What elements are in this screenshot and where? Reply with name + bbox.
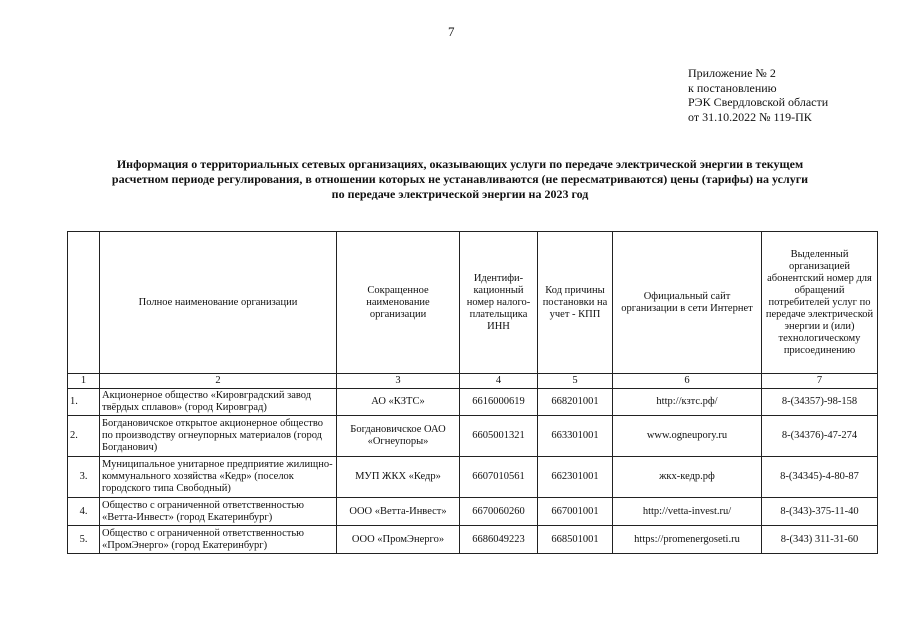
short-name-cell: МУП ЖКХ «Кедр» — [337, 457, 460, 498]
website-cell: жкх-кедр.рф — [613, 457, 762, 498]
title-line-2: расчетном периоде регулирования, в отношении которых не устанавливаются (не пересматриваются) цены (тарифы) на услуги — [111, 172, 809, 186]
short-name-cell: Богдановичское ОАО «Огнеупоры» — [337, 416, 460, 457]
title-line-3: по передаче электрической энергии на 2023 год — [331, 187, 589, 201]
row-number: 2. — [68, 416, 100, 457]
column-number: 5 — [538, 374, 613, 389]
kpp-cell: 668201001 — [538, 389, 613, 416]
full-name-cell: Муниципальное унитарное предприятие жилищно-коммунального хозяйства «Кедр» (поселок городского типа Свободный) — [100, 457, 337, 498]
inn-cell: 6670060260 — [460, 498, 538, 526]
table-row — [68, 526, 878, 554]
website-cell: http://кзтс.рф/ — [613, 389, 762, 416]
title-line-1: Информация о территориальных сетевых организациях, оказывающих услуги по передаче электрической энергии в текущем — [116, 157, 804, 171]
full-name-cell: Акционерное общество «Кировградский завод твёрдых сплавов» (город Кировград) — [100, 389, 337, 416]
row-number: 5. — [68, 526, 100, 554]
phone-cell: 8-(34376)-47-274 — [762, 416, 878, 457]
header-phone: Выделенный организацией абонентский номер для обращений потребителей услуг по передаче электрической энергии и (или) технологическому присоединению — [762, 232, 878, 374]
column-number: 6 — [613, 374, 762, 389]
header-inn: Идентифи-кационный номер налого-плательщика ИНН — [460, 232, 538, 374]
inn-cell: 6686049223 — [460, 526, 538, 554]
appendix-line-1: Приложение № 2 — [688, 66, 776, 80]
row-number: 3. — [68, 457, 100, 498]
full-name-cell: Богдановичское открытое акционерное общество по производству огнеупорных материалов (город Богданович) — [100, 416, 337, 457]
kpp-cell: 667001001 — [538, 498, 613, 526]
appendix-line-2: к постановлению — [688, 80, 777, 95]
column-number: 4 — [460, 374, 538, 389]
short-name-cell: ООО «Ветта-Инвест» — [337, 498, 460, 526]
phone-cell: 8-(343)-375-11-40 — [762, 498, 878, 526]
document-title — [60, 157, 860, 202]
phone-cell: 8-(34345)-4-80-87 — [762, 457, 878, 498]
inn-cell: 6607010561 — [460, 457, 538, 498]
table-row — [68, 389, 878, 416]
table-header-row — [68, 232, 878, 374]
appendix-note — [688, 66, 828, 124]
column-number: 7 — [762, 374, 878, 389]
appendix-line-4: от 31.10.2022 № 119-ПК — [688, 109, 812, 124]
header-number — [68, 232, 100, 374]
website-cell: http://vetta-invest.ru/ — [613, 498, 762, 526]
appendix-line-3: РЭК Свердловской области — [688, 95, 829, 109]
page-number: 7 — [448, 24, 455, 39]
row-number: 4. — [68, 498, 100, 526]
inn-cell: 6616000619 — [460, 389, 538, 416]
short-name-cell: ООО «ПромЭнерго» — [337, 526, 460, 554]
table-row — [68, 498, 878, 526]
table-row — [68, 416, 878, 457]
column-number-row — [68, 374, 878, 389]
kpp-cell: 663301001 — [538, 416, 613, 457]
short-name-cell: АО «КЗТС» — [337, 389, 460, 416]
phone-cell: 8-(34357)-98-158 — [762, 389, 878, 416]
column-number: 1 — [68, 374, 100, 389]
full-name-cell: Общество с ограниченной ответственностью «ПромЭнерго» (город Екатеринбург) — [100, 526, 337, 554]
website-cell: https://promenergoseti.ru — [613, 526, 762, 554]
table-row — [68, 457, 878, 498]
header-kpp: Код причины постановки на учет - КПП — [538, 232, 613, 374]
column-number: 2 — [100, 374, 337, 389]
inn-cell: 6605001321 — [460, 416, 538, 457]
phone-cell: 8-(343) 311-31-60 — [762, 526, 878, 554]
header-website: Официальный сайт организации в сети Интернет — [613, 232, 762, 374]
kpp-cell: 662301001 — [538, 457, 613, 498]
website-cell: www.ogneupory.ru — [613, 416, 762, 457]
header-full-name: Полное наименование организации — [100, 232, 337, 374]
row-number: 1. — [68, 389, 100, 416]
organizations-table — [67, 231, 878, 554]
full-name-cell: Общество с ограниченной ответственностью «Ветта-Инвест» (город Екатеринбург) — [100, 498, 337, 526]
kpp-cell: 668501001 — [538, 526, 613, 554]
column-number: 3 — [337, 374, 460, 389]
header-short-name: Сокращенное наименование организации — [337, 232, 460, 374]
